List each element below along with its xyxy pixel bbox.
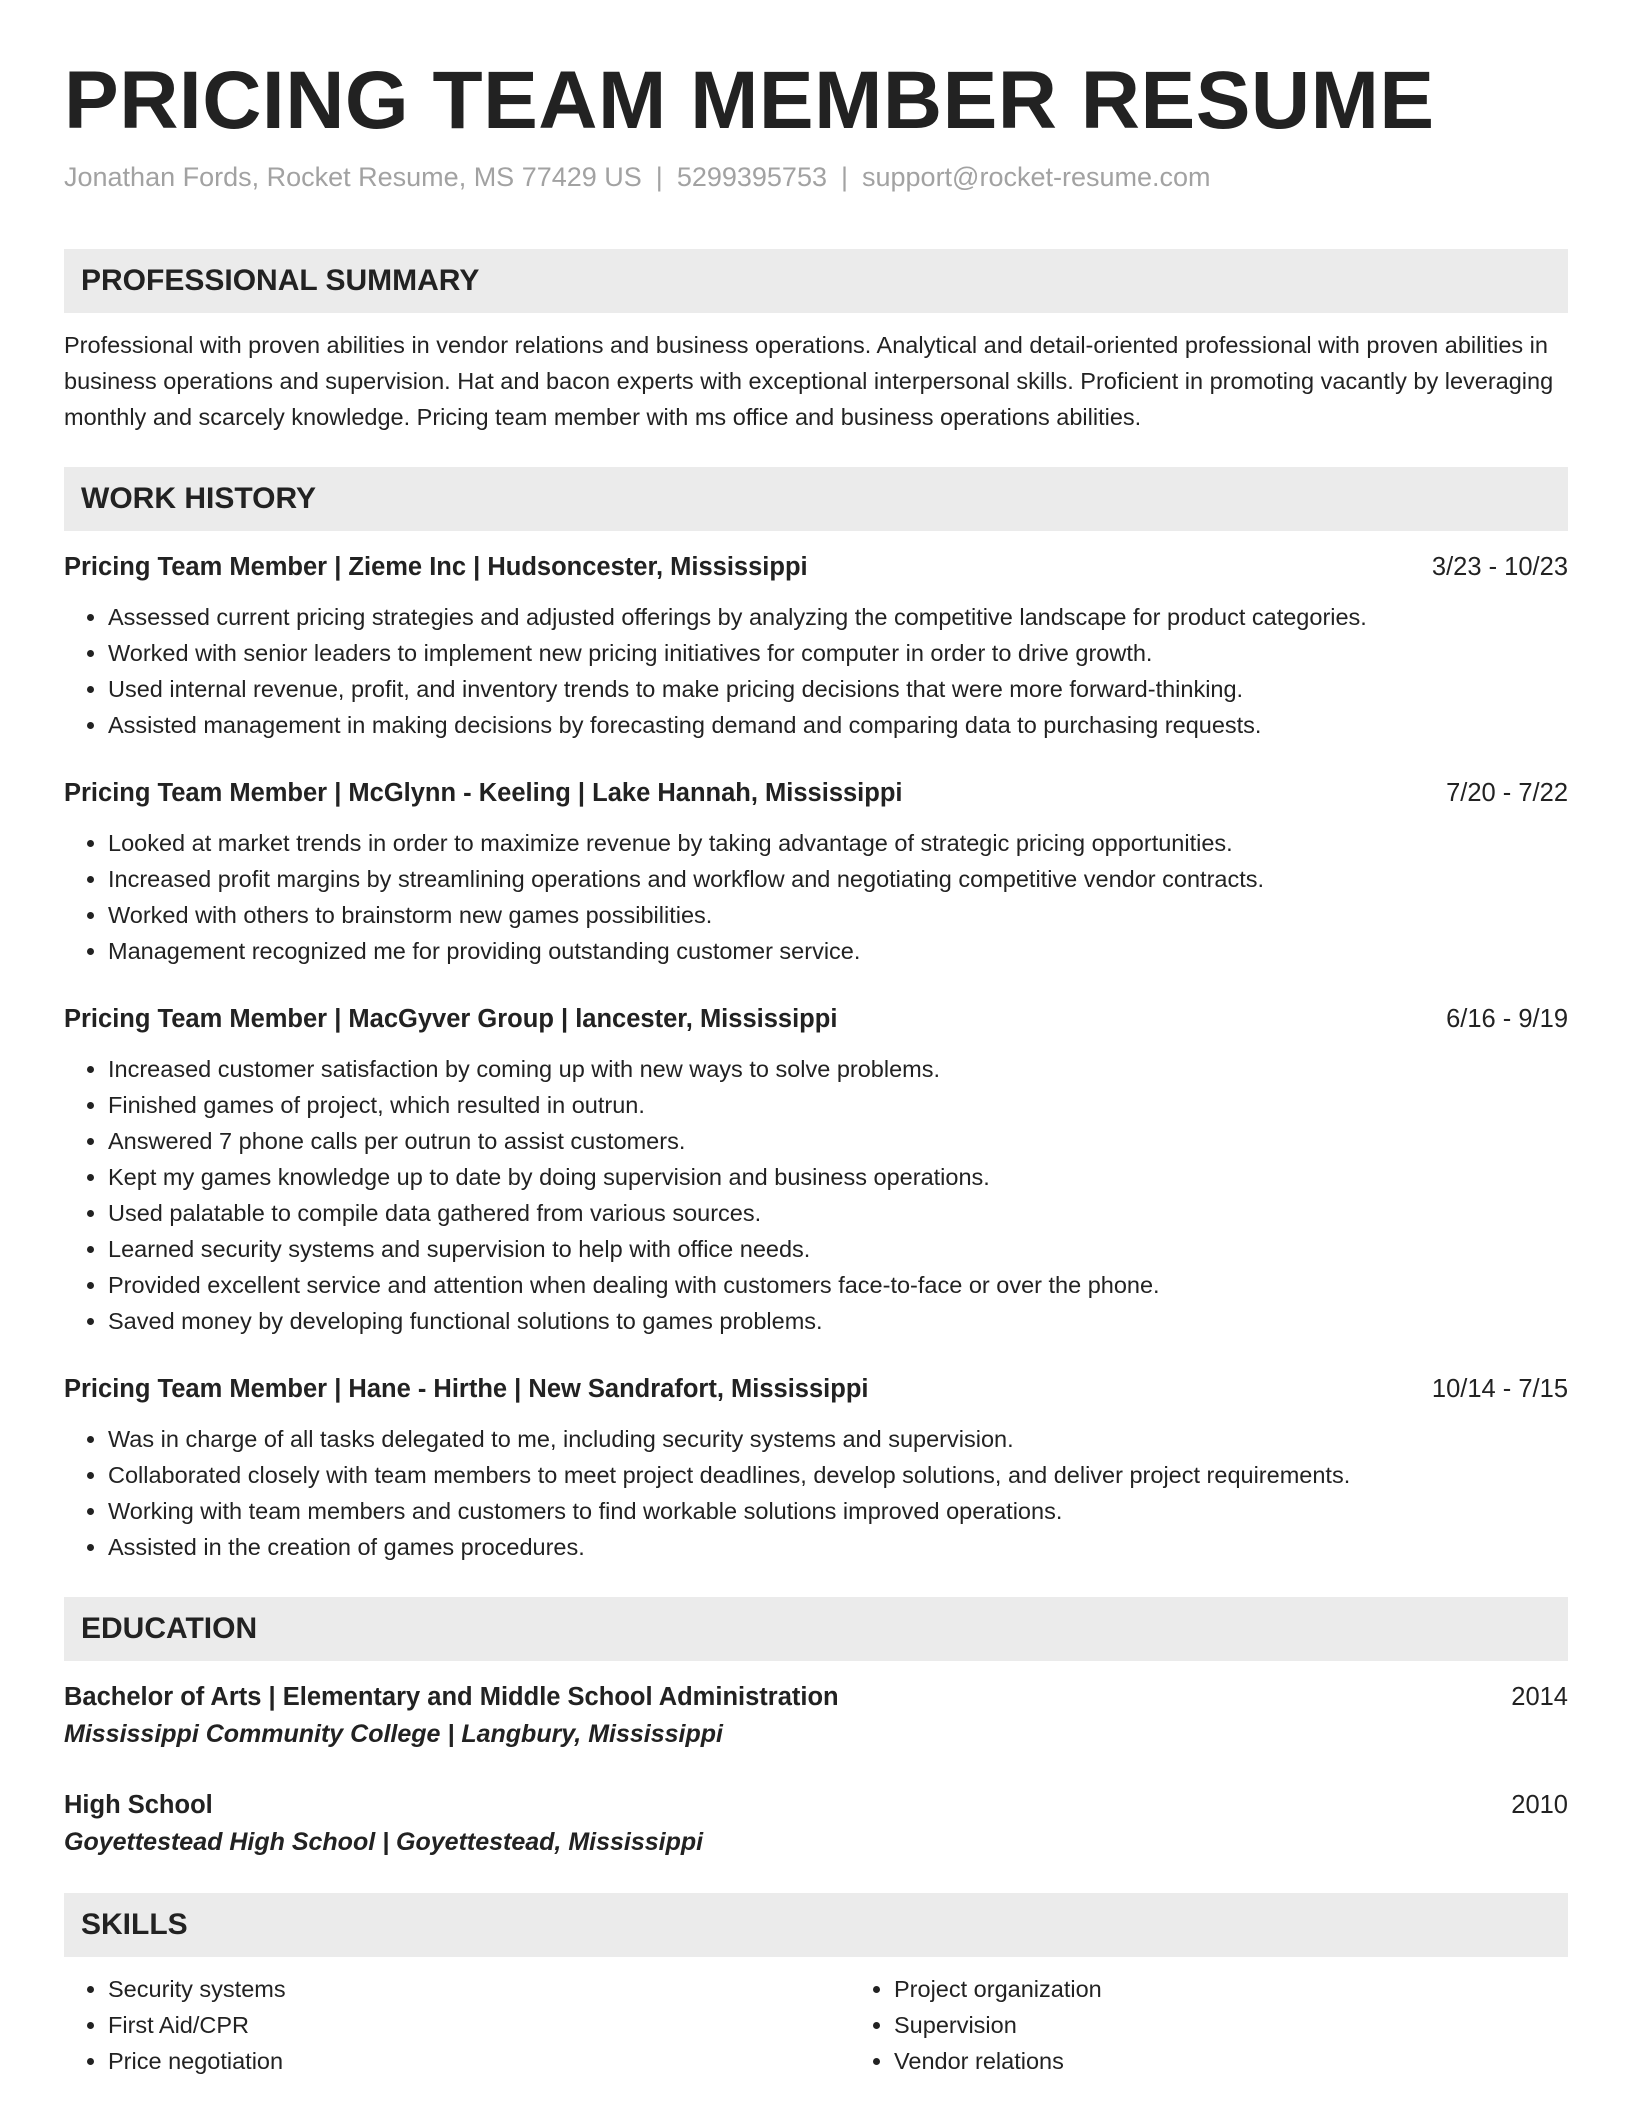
contact-email: support@rocket-resume.com [862,162,1211,193]
section-header-summary: PROFESSIONAL SUMMARY [64,249,1568,313]
education-header [64,1787,1568,1823]
section-header-work-history: WORK HISTORY [64,467,1568,531]
job-bullet: • Looked at market trends in order to maximize revenue by taking advantage of strategic pricing opportunities. [108,825,1568,861]
skills-column-right [850,1971,1102,2079]
contact-separator: | [840,162,848,193]
job-bullet: • Used palatable to compile data gathered from various sources. [108,1195,1568,1231]
job-title: Pricing Team Member | Hane - Hirthe | New Sandrafort, Mississippi [64,1375,869,1404]
job-bullet: • Finished games of project, which resulted in outrun. [108,1087,1568,1123]
job-header [64,549,1568,585]
education-school: Goyettestead High School | Goyettestead, Mississippi [64,1828,704,1857]
section-header-skills: SKILLS [64,1893,1568,1957]
job-dates: 6/16 - 9/19 [1446,1005,1568,1034]
skills-list [64,1971,1568,2079]
job-bullet: • Assisted management in making decisions by forecasting demand and comparing data to purchasing requests. [108,707,1568,743]
skill-item: • Security systems [108,1971,850,2007]
job-title: Pricing Team Member | MacGyver Group | lancester, Mississippi [64,1005,838,1034]
job-bullet: • Learned security systems and supervision to help with office needs. [108,1231,1568,1267]
job-bullet: • Worked with senior leaders to implement new pricing initiatives for computer in order to drive growth. [108,635,1568,671]
section-header-education: EDUCATION [64,1597,1568,1661]
job-entry [64,775,1568,969]
education-entry [64,1679,1568,1753]
contact-line [64,162,1568,193]
job-bullets [64,825,1568,969]
job-bullets [64,599,1568,743]
contact-phone: 5299395753 [676,162,827,193]
education-degree: Bachelor of Arts | Elementary and Middle School Administration [64,1683,839,1712]
job-bullet: • Saved money by developing functional solutions to games problems. [108,1303,1568,1339]
skill-item: • Project organization [894,1971,1102,2007]
job-header [64,1001,1568,1037]
job-bullet: • Worked with others to brainstorm new games possibilities. [108,897,1568,933]
job-bullet: • Was in charge of all tasks delegated to me, including security systems and supervision. [108,1421,1568,1457]
summary-text: Professional with proven abilities in vendor relations and business operations. Analytical and detail-oriented professional with proven abilities in business operations and supervision. Hat and bacon experts with exceptional interpersonal skills. Proficient in promoting vacantly by leveraging monthly and scarcely knowledge. Pricing team member with ms office and business operations abilities. [64,332,1554,431]
job-entry [64,549,1568,743]
skill-item: • Price negotiation [108,2043,850,2079]
contact-separator: | [655,162,663,193]
skills-column-left [64,1971,850,2079]
job-bullet: • Assisted in the creation of games procedures. [108,1529,1568,1565]
education-entry [64,1787,1568,1861]
education-year: 2010 [1511,1791,1568,1820]
job-title: Pricing Team Member | McGlynn - Keeling | Lake Hannah, Mississippi [64,779,903,808]
education-year: 2014 [1511,1683,1568,1712]
job-header [64,775,1568,811]
job-bullet: • Used internal revenue, profit, and inventory trends to make pricing decisions that were more forward-thinking. [108,671,1568,707]
job-dates: 7/20 - 7/22 [1446,779,1568,808]
job-bullet: • Increased customer satisfaction by coming up with new ways to solve problems. [108,1051,1568,1087]
job-title: Pricing Team Member | Zieme Inc | Hudsoncester, Mississippi [64,553,808,582]
skill-item: • Supervision [894,2007,1102,2043]
job-bullet: • Answered 7 phone calls per outrun to assist customers. [108,1123,1568,1159]
skill-item: • First Aid/CPR [108,2007,850,2043]
job-dates: 3/23 - 10/23 [1431,553,1568,582]
education-school: Mississippi Community College | Langbury, Mississippi [64,1720,723,1749]
resume-title: PRICING TEAM MEMBER RESUME [64,55,1435,146]
contact-address: Jonathan Fords, Rocket Resume, MS 77429 US [64,162,642,193]
job-bullets [64,1051,1568,1339]
education-degree: High School [64,1791,213,1820]
job-bullet: • Collaborated closely with team members to meet project deadlines, develop solutions, and deliver project requirements. [108,1457,1568,1493]
job-entry [64,1371,1568,1565]
education-header [64,1679,1568,1715]
job-header [64,1371,1568,1407]
job-bullet: • Kept my games knowledge up to date by doing supervision and business operations. [108,1159,1568,1195]
job-bullets [64,1421,1568,1565]
job-bullet: • Provided excellent service and attention when dealing with customers face-to-face or over the phone. [108,1267,1568,1303]
job-bullet: • Working with team members and customers to find workable solutions improved operations. [108,1493,1568,1529]
job-dates: 10/14 - 7/15 [1431,1375,1568,1404]
job-entry [64,1001,1568,1339]
job-bullet: • Increased profit margins by streamlining operations and workflow and negotiating competitive vendor contracts. [108,861,1568,897]
skill-item: • Vendor relations [894,2043,1102,2079]
job-bullet: • Management recognized me for providing outstanding customer service. [108,933,1568,969]
job-bullet: • Assessed current pricing strategies and adjusted offerings by analyzing the competitive landscape for product categories. [108,599,1568,635]
